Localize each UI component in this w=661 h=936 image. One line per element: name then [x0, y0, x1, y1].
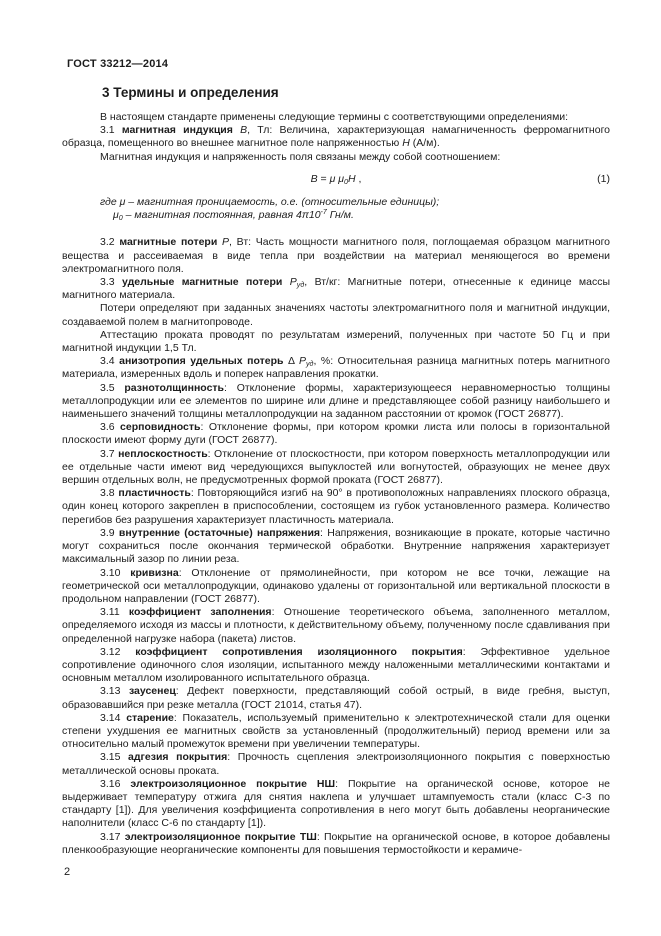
text-run: неплоскостность: [118, 447, 208, 460]
text-run: 3.13: [100, 685, 129, 698]
text-run: , Тл: Величина, характеризующая намагниченность ферромагнитного образца, помещенного во внешнее магнитное поле напряженностью: [62, 124, 611, 150]
text-run: 0: [118, 214, 123, 222]
text-run: (А/м).: [409, 137, 440, 150]
text-run: B: [310, 172, 318, 185]
text-run: : Покрытие на органической основе, в которое добавлены пленкообразующие неорганические компоненты для повышения термостойкости и керамиче-: [62, 830, 610, 856]
text-run: , Вт: Часть мощности магнитного поля, поглощаемая образцом магнитного вещества и рассеиваемая в виде тепла при воздействии на материал меняющегося во времени электромагнитного поля.: [62, 236, 611, 275]
text-run: 3.12: [100, 645, 136, 658]
text-run: P: [298, 355, 306, 368]
text-run: μ: [113, 209, 119, 222]
text-run: 3.11: [100, 606, 129, 619]
text-run: Аттестацию проката проводят по результатам измерений, полученных при частоте 50 Гц и при магнитной индукции 1,5 Тл.: [62, 328, 610, 355]
paragraph: [62, 448, 610, 488]
paragraph: [62, 646, 610, 686]
paragraph: [62, 487, 610, 527]
text-run: Гн/м.: [326, 209, 354, 222]
text-run: : Отношение теоретического объема, заполненного металлом, определяемого исходя из массы и плотности, к действительному объему, полученному после сдавливания при определенной нагрузке набора (пакета) листов.: [62, 606, 610, 645]
text-run: P: [222, 236, 230, 249]
paragraph: [62, 567, 610, 607]
formula-expression: [311, 173, 362, 185]
text-run: , %: Относительная разница магнитных потерь магнитного материала, измеренных вдоль и поперек направления прокатки.: [62, 355, 610, 381]
paragraph: [62, 751, 610, 777]
paragraph: [62, 778, 610, 831]
text-run: Δ: [283, 355, 299, 368]
text-run: , Вт/кг: Магнитные потери, отнесенные к единице массы магнитного материала.: [62, 276, 611, 302]
text-run: ,: [355, 172, 362, 185]
text-run: [282, 276, 289, 288]
text-run: 3.3: [100, 276, 122, 289]
text-run: : Отклонение формы, при котором кромки листа или полосы в горизонтальной плоскости имеют форму дуги (ГОСТ 26877).: [62, 421, 611, 447]
text-run: серповидность: [120, 421, 201, 434]
text-run: 3.16: [100, 777, 131, 790]
text-run: 3.17: [100, 830, 125, 843]
paragraph: [62, 355, 610, 381]
text-run: заусенец: [128, 685, 176, 698]
page-number: 2: [64, 866, 71, 878]
section-heading: 3 Термины и определения: [102, 85, 279, 100]
text-run: 3.1: [100, 124, 122, 137]
formula-number: (1): [597, 172, 610, 185]
text-run: коэффициент заполнения: [128, 606, 272, 619]
doc-header: ГОСТ 33212—2014: [67, 58, 169, 70]
text-run: адгезия покрытия: [128, 751, 228, 764]
text-run: внутренние (остаточные) напряжения: [118, 526, 321, 539]
text-run: : Отклонение от прямолинейности, при котором не все точки, лежащие на геометрической оси металлопродукции, одинаково удалены от горизонтальной или вертикальной плоскости в продольном направлении (ГОСТ 26877).: [62, 566, 610, 605]
text-run: где μ – магнитная проницаемость, о.е. (относительные единицы);: [100, 196, 440, 209]
text-run: В настоящем стандарте применены следующие термины с соответствующими определениями:: [100, 111, 569, 123]
text-run: магнитная индукция: [121, 124, 233, 137]
text-run: разнотолщинность: [124, 381, 225, 394]
text-run: 3.15: [100, 751, 129, 764]
paragraph: [62, 276, 610, 302]
text-run: : Показатель, используемый применительно к электротехнической стали для оценки степени ухудшения ее магнитных свойств за установленный (продолжительный) период времени или за относительно малый промежуток времени при увеличении температуры.: [62, 711, 610, 751]
text-run: Потери определяют при заданных значениях частоты электромагнитного поля и магнитной индукции, создаваемой полем в магнитопроводе.: [62, 302, 610, 328]
text-run: кривизна: [130, 566, 179, 579]
text-run: : Отклонение формы, характеризующееся неравномерностью толщины металлопродукции или ее элементов по ширине или длине и представляющее собой разницу наибольшего и наименьшего значений толщины металлопродукции на заданном расстоянии от кромок (ГОСТ 26877).: [62, 381, 610, 421]
paragraph: [62, 382, 610, 422]
paragraph: [62, 606, 610, 646]
text-run: удельные магнитные потери: [121, 276, 283, 289]
text-run: электроизоляционное покрытие ТШ: [124, 830, 317, 843]
text-run: коэффициент сопротивления изоляционного покрытия: [135, 645, 463, 658]
paragraph: [62, 236, 610, 276]
paragraph: [62, 151, 610, 164]
text-run: μ μ: [329, 172, 344, 185]
text-run: -7: [320, 208, 327, 217]
paragraph: [62, 329, 610, 355]
text-run: : Отклонение от плоскостности, при котором поверхность металлопродукции или ее отдельные части имеют вид чередующихся выпуклостей или вогнутостей, образующих не менее двух вершин отдельных волн, не предусмотренных формой проката (ГОСТ 26877).: [62, 447, 610, 487]
text-run: уд: [305, 360, 314, 369]
text-run: : Прочность сцепления электроизоляционного покрытия с поверхностью металлической основы проката.: [62, 751, 610, 777]
paragraph: [62, 831, 610, 857]
text-run: : Повторяющийся изгиб на 90° в противоположных направлениях плоского образца, один конец которого закреплен в приспособлении, состоящем из губок установленного размера. Количество перегибов без разрушения характеризует пластичность материала.: [62, 487, 610, 526]
paragraph: [62, 421, 610, 447]
text-run: B: [240, 124, 248, 137]
text-run: старение: [126, 711, 174, 724]
text-run: пластичность: [118, 487, 191, 500]
text-run: : Эффективное удельное сопротивление одиночного слоя изоляции, испытанного между наложенными металлическими контактами и основным металлом изолированного испытательного образца.: [62, 645, 610, 685]
paragraph: [62, 124, 610, 150]
paragraph: [62, 302, 610, 328]
paragraph: [62, 111, 610, 124]
text-run: уд: [296, 280, 305, 289]
text-run: 3.14: [100, 711, 127, 724]
text-run: 0: [344, 177, 348, 186]
formula-legend-line: [113, 209, 610, 222]
text-run: – магнитная постоянная, равная 4π10: [122, 209, 321, 222]
formula: [62, 173, 610, 186]
text-run: анизотропия удельных потерь: [119, 355, 284, 368]
text-run: : Напряжения, возникающие в прокате, которые частично могут сохраниться после окончания термической обработки. Внутренние напряжения характеризует максимальный зазор по линии реза.: [62, 526, 611, 566]
document-body: [62, 111, 610, 857]
text-run: 3.2: [100, 236, 120, 249]
text-run: электроизоляционное покрытие НШ: [130, 777, 336, 790]
paragraph: [62, 527, 610, 567]
text-run: Магнитная индукция и напряженность поля связаны между собой соотношением:: [100, 150, 501, 163]
text-run: 3.9: [100, 526, 119, 539]
paragraph: [62, 712, 610, 752]
text-run: H: [402, 137, 410, 150]
text-run: : Покрытие на органической основе, которое не выдерживает температуру отжига для снятия наклепа и улучшает штампуемость стали (класс С-3 по стандарту [1]). Для увеличения коэффициента сопротивления в него могут быть добавлены неорганические наполнители (класс С-6 по стандарту [1]).: [62, 777, 610, 830]
text-run: 3.4: [100, 355, 120, 368]
formula-legend-line: [100, 196, 610, 209]
text-run: магнитные потери: [119, 236, 218, 249]
text-run: 3.6: [100, 421, 121, 434]
paragraph: [62, 685, 610, 711]
text-run: =: [317, 172, 330, 185]
formula-legend: [62, 196, 610, 222]
text-run: 3.7: [100, 447, 119, 460]
text-run: 3.5: [100, 381, 125, 394]
text-run: 3.8: [100, 487, 119, 500]
text-run: : Дефект поверхности, представляющий собой острый, в виде гребня, выступ, образовавшийся при резке металла (ГОСТ 21014, статья 47).: [62, 685, 611, 711]
text-run: 3.10: [100, 566, 131, 579]
text-run: P: [289, 276, 297, 289]
text-run: H: [347, 172, 356, 185]
